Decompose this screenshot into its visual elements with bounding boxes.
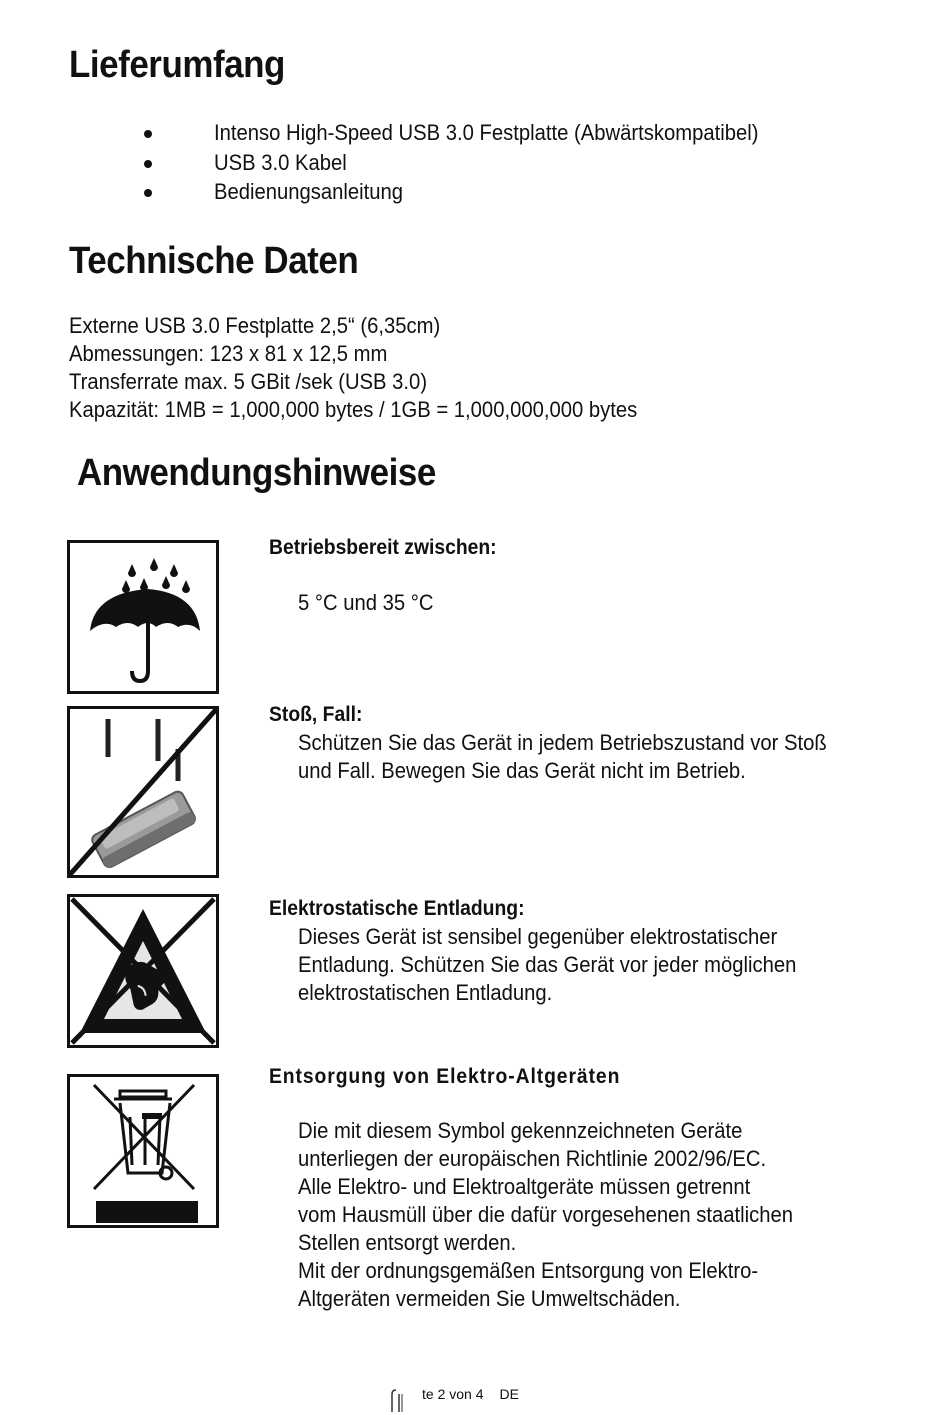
no-esd-icon — [67, 894, 219, 1048]
note-body-esd: Dieses Gerät ist sensibel gegenüber elektrostatischer Entladung. Schützen Sie das Gerät vor jeder möglichen elektrostatischen Entladung. — [298, 924, 797, 1005]
bullet-icon — [144, 189, 152, 197]
note-title-disposal: Entsorgung von Elektro-Altgeräten — [269, 1065, 621, 1088]
note-body-disposal: Die mit diesem Symbol gekennzeichneten Geräte unterliegen der europäischen Richtlinie 2002/96/EC. Alle Elektro- und Elektroaltgeräte müssen getrennt vom Hausmüll über die dafür vorgesehenen staatlichen Stellen entsorgt werden. Mit der ordnungsgemäßen Entsorgung von Elektro- Altgeräten vermeiden Sie Umweltschäden. — [298, 1118, 794, 1311]
language-code: DE — [499, 1386, 519, 1402]
umbrella-rain-icon — [67, 540, 219, 694]
heading-usage: Anwendungshinweise — [77, 452, 436, 494]
note-title-operating: Betriebsbereit zwischen: — [269, 536, 497, 559]
spec-line: Kapazität: 1MB = 1,000,000 bytes / 1GB = 1,000,000,000 bytes — [69, 397, 638, 422]
spec-line: Abmessungen: 123 x 81 x 12,5 mm — [69, 341, 388, 366]
heading-tech: Technische Daten — [69, 240, 359, 282]
note-body-shock: Schützen Sie das Gerät in jedem Betriebszustand vor Stoß und Fall. Bewegen Sie das Gerät nicht im Betrieb. — [298, 730, 827, 783]
bullet-icon — [144, 160, 152, 168]
note-title-esd: Elektrostatische Entladung: — [269, 897, 525, 920]
page-footer — [422, 1386, 519, 1402]
bullet-icon — [144, 130, 152, 138]
page-number: te 2 von 4 — [422, 1386, 484, 1402]
note-title-shock: Stoß, Fall: — [269, 703, 363, 726]
no-drop-icon — [67, 706, 219, 878]
note-body-operating: 5 °C und 35 °C — [298, 590, 434, 615]
spec-line: Transferrate max. 5 GBit /sek (USB 3.0) — [69, 369, 428, 394]
tech-specs — [69, 312, 687, 424]
page-mark-icon — [390, 1386, 404, 1412]
crossed-bin-icon — [67, 1074, 219, 1228]
spec-line: Externe USB 3.0 Festplatte 2,5“ (6,35cm) — [69, 313, 441, 338]
heading-delivery: Lieferumfang — [69, 44, 285, 86]
